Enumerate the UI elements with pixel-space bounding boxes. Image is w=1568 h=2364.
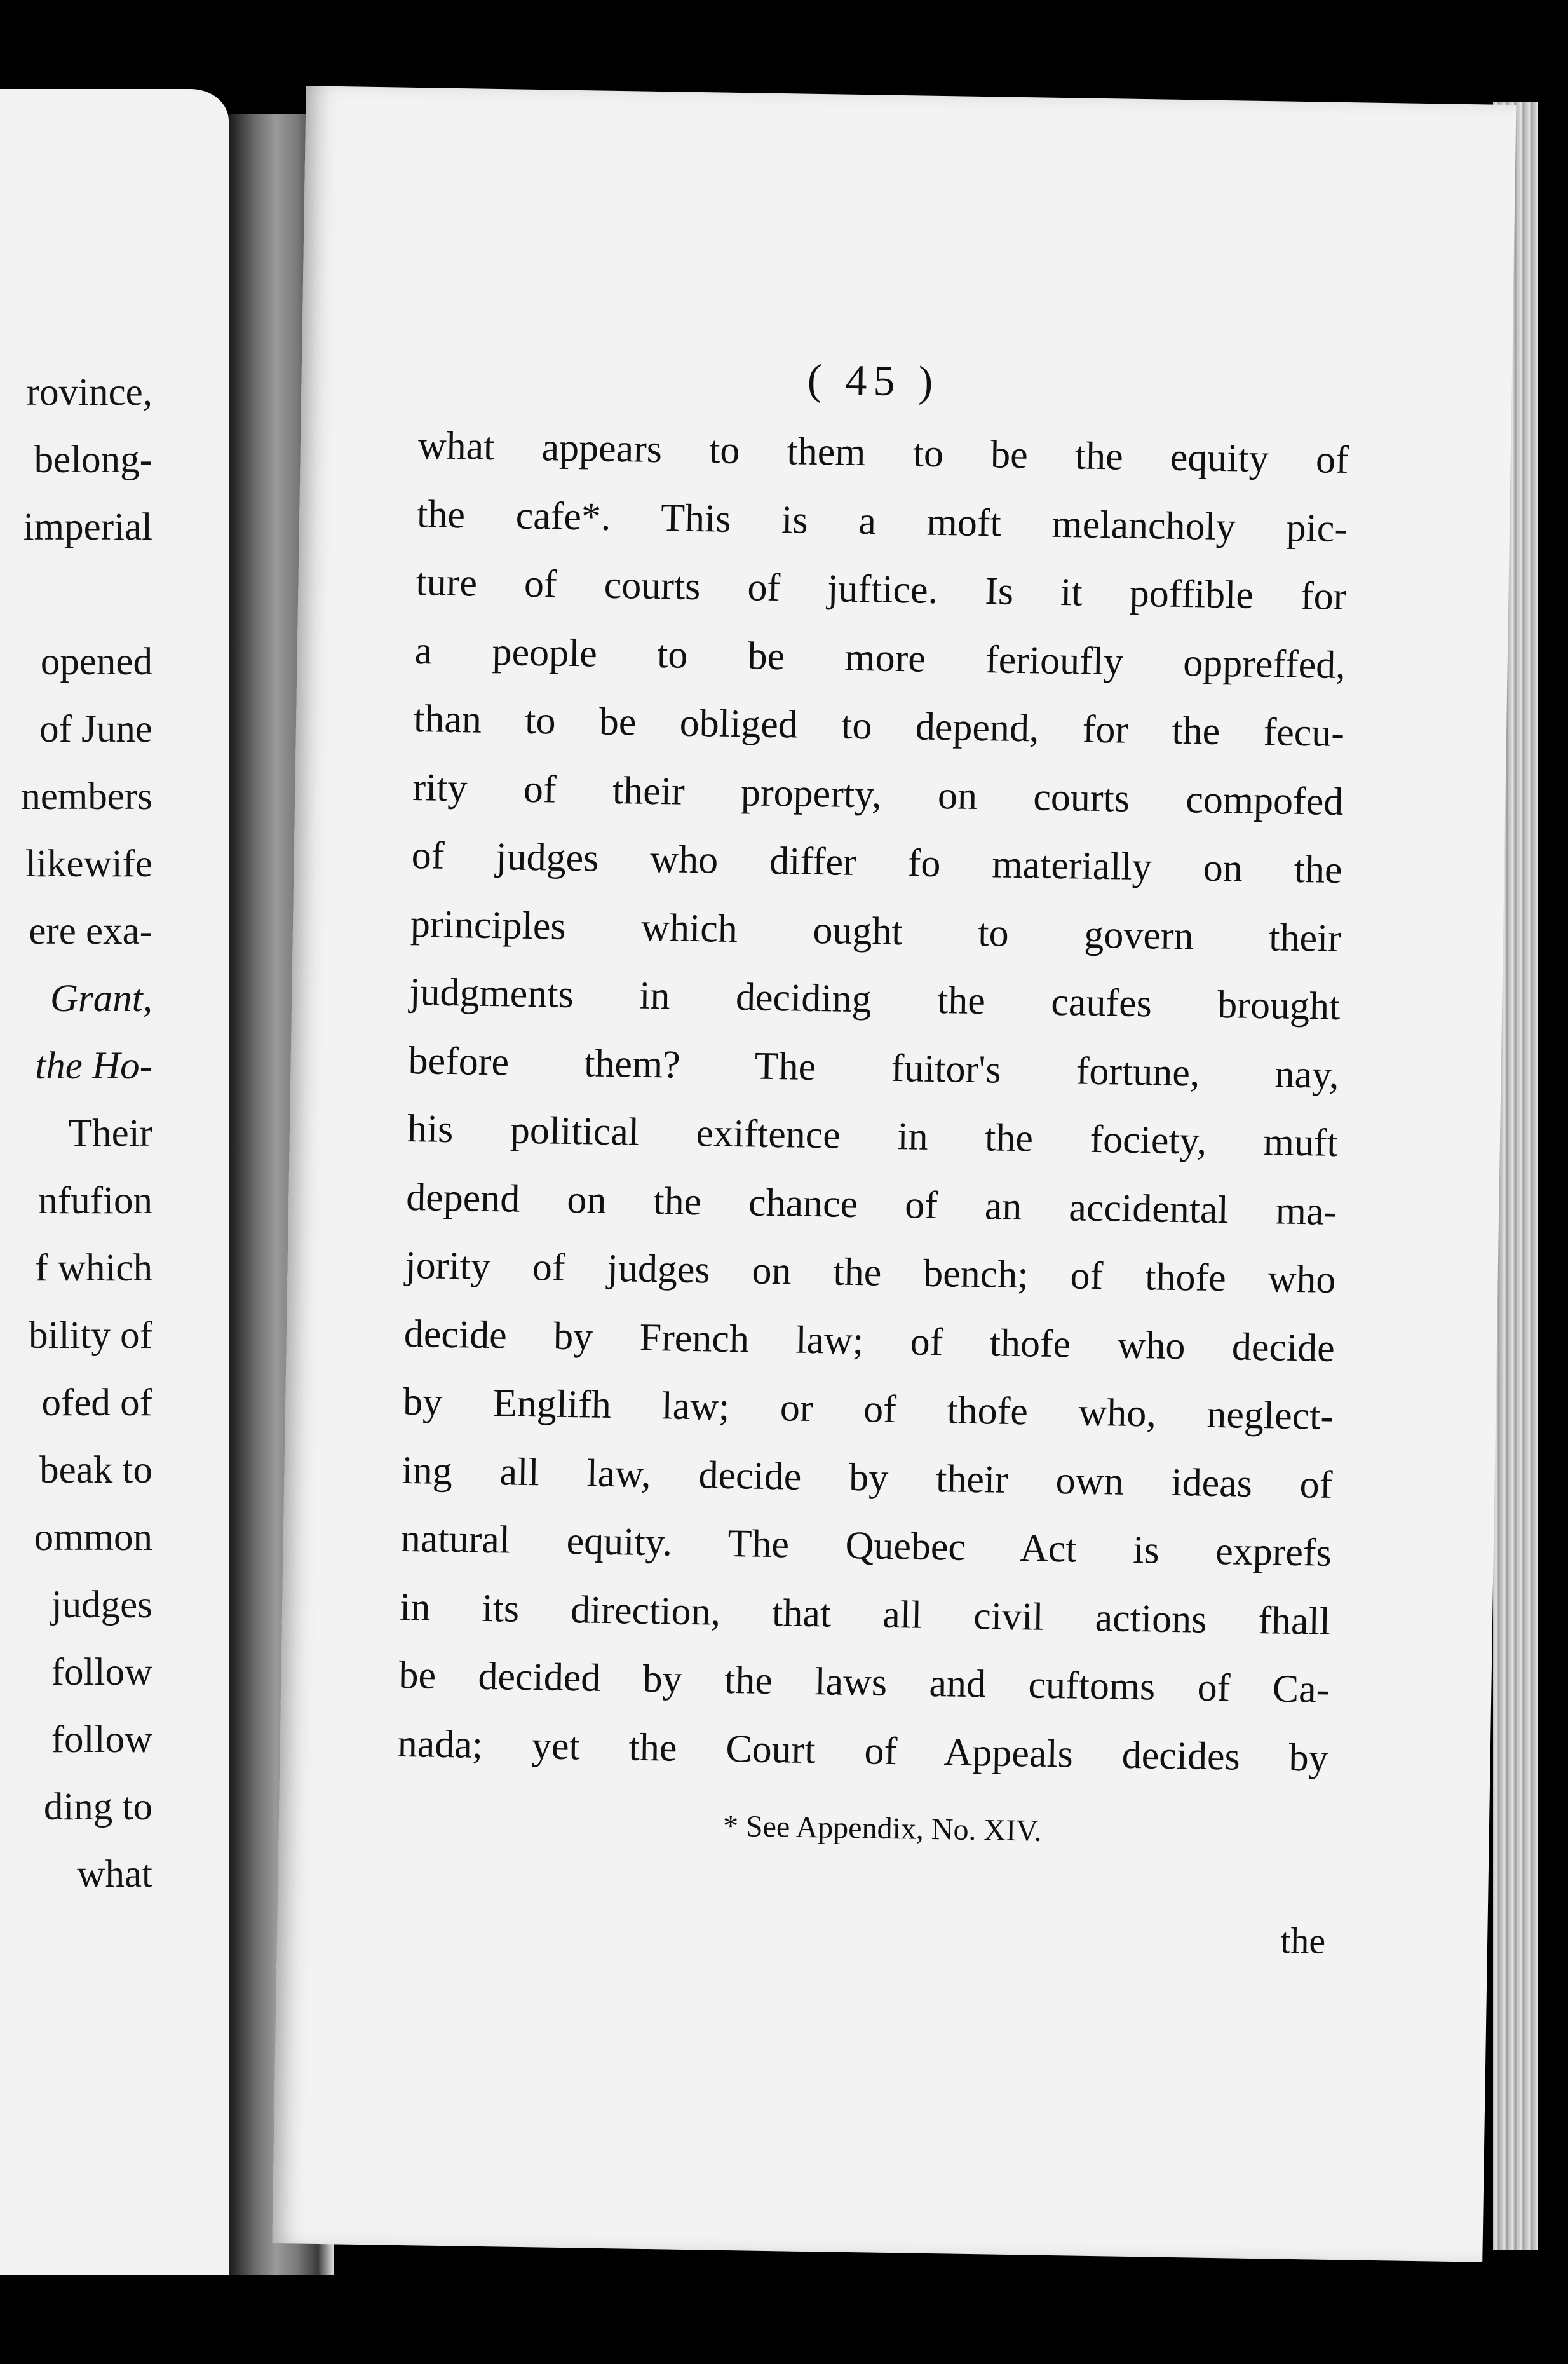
text-line: ing all law, decide by their own ideas of: [402, 1448, 1333, 1507]
book-page: [272, 86, 1516, 2262]
text-line: than to be obliged to depend, for the fecu-: [413, 697, 1345, 756]
left-line: imperial: [23, 506, 152, 548]
left-line: ofed of: [41, 1382, 152, 1424]
left-line: the Ho-: [35, 1045, 152, 1087]
text-line: natural equity. The Quebec Act is exprefs: [400, 1516, 1332, 1575]
left-line: what: [77, 1853, 152, 1896]
text-line: a people to be more ferioufly oppreffed,: [414, 628, 1346, 687]
text-line: before them? The fuitor's fortune, nay,: [408, 1038, 1340, 1097]
left-line: ere exa-: [29, 910, 152, 953]
text-line: what appears to them to be the equity of: [417, 424, 1349, 482]
left-line: follow: [51, 1718, 152, 1761]
text-line: nada; yet the Court of Appeals decides by: [397, 1722, 1329, 1780]
text-line: rity of their property, on courts compofed: [412, 765, 1344, 824]
text-line: principles which ought to govern their: [410, 902, 1342, 960]
left-line: nembers: [21, 775, 152, 818]
left-line-gap: [21, 561, 152, 628]
left-line: Grant,: [50, 977, 152, 1020]
left-line: judges: [51, 1584, 152, 1626]
left-line: bility of: [29, 1314, 152, 1357]
left-line: opened: [40, 641, 152, 683]
text-line: judgments in deciding the caufes brought: [409, 970, 1341, 1028]
left-line: ding to: [43, 1786, 152, 1828]
text-line: be decided by the laws and cuftoms of Ca-: [398, 1653, 1330, 1711]
text-line: by Englifh law; or of thofe who, neglect-: [402, 1380, 1334, 1438]
text-line: decide by French law; of thofe who decide: [403, 1312, 1335, 1370]
left-page-fragment: [0, 89, 229, 2275]
left-line: beak to: [39, 1449, 152, 1491]
left-line: follow: [51, 1651, 152, 1694]
text-line: jority of judges on the bench; of thofe who: [405, 1243, 1337, 1301]
footnote: * See Appendix, No. XIV.: [722, 1809, 1043, 1848]
left-line: likewife: [25, 843, 152, 885]
left-line: rovince,: [26, 371, 152, 414]
left-line: ommon: [34, 1516, 152, 1559]
left-page-text: [21, 359, 152, 1908]
text-line: the cafe*. This is a moft melancholy pic-: [416, 492, 1348, 550]
page-body-text: [397, 412, 1349, 1793]
page-number: ( 45 ): [807, 355, 940, 405]
left-line: f which: [35, 1247, 152, 1289]
text-line: in its direction, that all civil actions fhall: [399, 1585, 1331, 1643]
text-line: of judges who differ fo materially on the: [411, 834, 1343, 892]
text-line: his political exiftence in the fociety, muft: [407, 1106, 1339, 1165]
catchword: the: [1280, 1919, 1326, 1962]
left-line: Their: [68, 1112, 152, 1155]
left-line: of June: [39, 708, 152, 751]
text-line: depend on the chance of an accidental ma-: [405, 1175, 1337, 1233]
text-line: ture of courts of juftice. Is it poffible for: [416, 560, 1347, 619]
left-line: belong-: [34, 438, 152, 481]
left-line: nfufion: [38, 1179, 152, 1222]
